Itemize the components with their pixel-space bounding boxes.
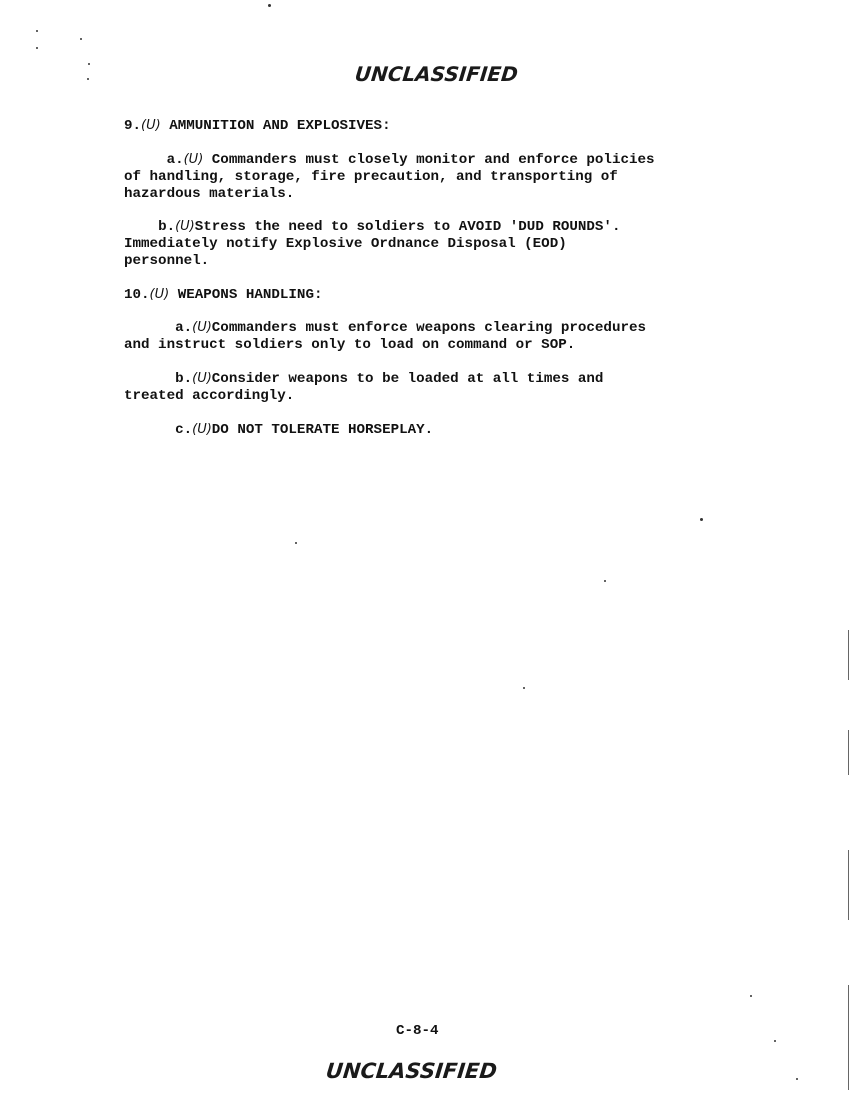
section-9a-marking: (U) <box>183 152 204 167</box>
section-10c-marking: (U) <box>192 422 212 437</box>
scan-edge-line <box>848 850 849 920</box>
section-10a-marking: (U) <box>192 320 212 335</box>
section-10-title: WEAPONS HANDLING: <box>177 287 323 303</box>
scan-edge-line <box>848 630 849 680</box>
section-10-number: 10. <box>124 287 150 303</box>
section-9a-lead: a. <box>166 152 184 168</box>
section-9b-text-3: personnel. <box>124 253 210 269</box>
page-number: C-8-4 <box>396 1023 439 1039</box>
scan-edge-line <box>848 730 849 775</box>
scan-speck <box>604 580 606 582</box>
scan-speck <box>774 1040 776 1042</box>
section-9-number: 9. <box>124 118 142 134</box>
section-10c-lead: c. <box>175 422 193 438</box>
scan-speck <box>87 78 89 80</box>
scan-speck <box>796 1078 798 1080</box>
section-9a-text-2: of handling, storage, fire precaution, and transporting of <box>124 169 618 185</box>
section-9a-text-3: hazardous materials. <box>124 186 295 202</box>
scan-speck <box>80 38 82 40</box>
section-9a-text-1: Commanders must closely monitor and enforce policies <box>211 152 655 168</box>
section-10b-lead: b. <box>175 371 193 387</box>
section-10c-text-1: DO NOT TOLERATE HORSEPLAY. <box>211 422 434 438</box>
section-10-marking: (U) <box>149 287 170 302</box>
section-10b-text-2: treated accordingly. <box>124 388 295 404</box>
scan-speck <box>700 518 703 521</box>
scan-speck <box>523 687 525 689</box>
scan-speck <box>295 542 297 544</box>
scan-speck <box>88 63 90 65</box>
section-10a-text-1: Commanders must enforce weapons clearing procedures <box>211 320 647 336</box>
section-9b-paragraph <box>124 218 764 270</box>
section-10a-text-2: and instruct soldiers only to load on command or SOP. <box>124 337 576 353</box>
section-9-title: AMMUNITION AND EXPLOSIVES: <box>169 118 391 134</box>
section-10c-line-1 <box>124 421 764 439</box>
scan-speck <box>36 47 38 49</box>
section-10-heading <box>124 286 764 304</box>
section-9b-marking: (U) <box>175 219 195 234</box>
section-9b-text-1: Stress the need to soldiers to AVOID 'DUD ROUNDS'. <box>194 219 621 235</box>
header-classification-stamp: UNCLASSIFIED <box>353 62 520 86</box>
section-10a-line-1 <box>124 319 764 337</box>
scan-speck <box>750 995 752 997</box>
section-9b-text-2: Immediately notify Explosive Ordnance Disposal (EOD) <box>124 236 567 252</box>
scan-speck <box>36 30 38 32</box>
section-9a-paragraph <box>124 151 764 203</box>
scan-speck <box>268 4 271 7</box>
section-9-heading <box>124 117 764 135</box>
scan-edge-line <box>848 985 849 1090</box>
section-10a-paragraph <box>124 319 764 354</box>
section-10b-paragraph <box>124 370 764 405</box>
footer-classification-stamp: UNCLASSIFIED <box>324 1059 499 1083</box>
section-9b-lead: b. <box>158 219 176 235</box>
section-10b-text-1: Consider weapons to be loaded at all times and <box>211 371 604 387</box>
section-10a-lead: a. <box>175 320 193 336</box>
section-9b-line-1 <box>124 218 764 236</box>
section-10c-paragraph <box>124 421 764 439</box>
section-10b-marking: (U) <box>192 371 212 386</box>
section-10b-line-1 <box>124 370 764 388</box>
section-9-marking: (U) <box>141 118 161 133</box>
section-9a-line-1 <box>124 151 764 169</box>
